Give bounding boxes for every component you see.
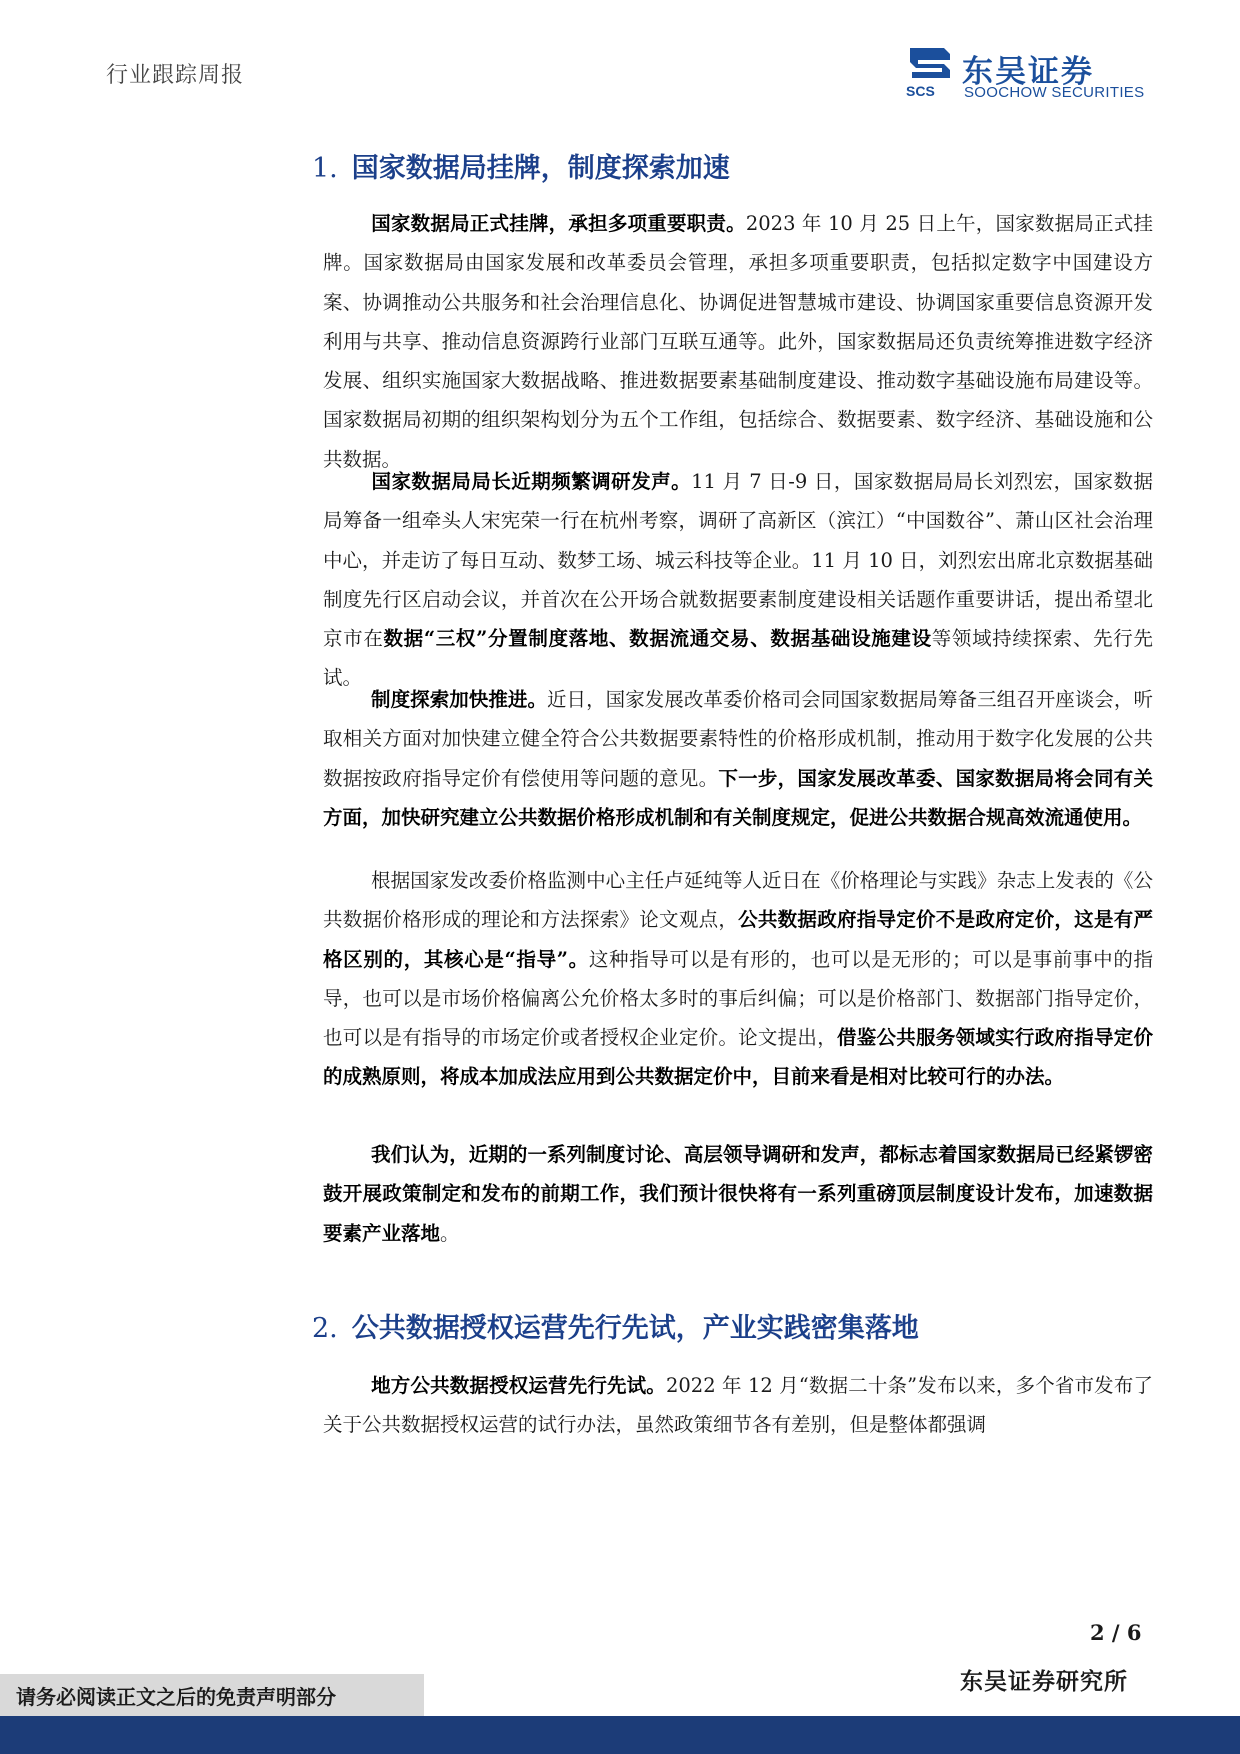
header-label: 行业跟踪周报	[106, 63, 245, 88]
body-text: 根据国家发改委价格监测中心主任卢延纯等人近日在《价格理论与实践》杂志上发表的《公共数据价格形成的理论和方法探索》论文观点，	[323, 869, 1153, 932]
section-2-heading	[312, 1306, 1152, 1345]
soochow-logo-icon	[904, 44, 956, 100]
disclaimer-text: 请务必阅读正文之后的免责声明部分	[16, 1685, 336, 1709]
paragraph	[323, 462, 1153, 698]
section-2-number: 2.	[312, 1313, 338, 1344]
section-1-title: 国家数据局挂牌，制度探索加速	[351, 153, 730, 184]
company-logo	[904, 44, 1154, 104]
bold-text: 下一步，国家发展改革委、国家数据局将会同有关方面，加快研究建立公共数据价格形成机制和有关制度规定，促进公共数据合规高效流通使用。	[323, 766, 1153, 829]
bold-text: 制度探索加快推进。	[371, 688, 547, 711]
section-2-title: 公共数据授权运营先行先试，产业实践密集落地	[351, 1313, 919, 1344]
paragraph	[323, 204, 1153, 479]
paragraph	[323, 680, 1153, 837]
body-text: 等领域持续探索、先行先试。	[323, 627, 1153, 690]
paragraph	[323, 1135, 1153, 1253]
footer-band	[0, 1716, 1240, 1754]
bold-text: 地方公共数据授权运营先行先试。	[371, 1374, 666, 1397]
bold-text: 国家数据局局长近期频繁调研发声。	[371, 470, 692, 493]
body-text: 。	[440, 1221, 460, 1245]
logo-text-cn: 东吴证券	[962, 54, 1094, 90]
body-text: 11 月 7 日-9 日，国家数据局局长刘烈宏，国家数据局筹备一组牵头人宋宪荣一行在杭州考察，调研了高新区（滨江）“中国数谷”、萧山区社会治理中心，并走访了每日互动、数梦工场、城云科技等企业。11 月 10 日，刘烈宏出席北京数据基础制度先行区启动会议，并首次在公开场合就数据要素制度建设相关话题作重要讲话，提出希望北京市在	[323, 470, 1153, 651]
paragraph	[323, 861, 1153, 1097]
institute-name: 东吴证券研究所	[960, 1668, 1128, 1695]
body-text: 2022 年 12 月“数据二十条”发布以来，多个省市发布了关于公共数据授权运营的试行办法，虽然政策细节各有差别，但是整体都强调	[323, 1374, 1153, 1437]
bold-text: 我们认为，近期的一系列制度讨论、高层领导调研和发声，都标志着国家数据局已经紧锣密鼓开展政策制定和发布的前期工作，我们预计很快将有一系列重磅顶层制度设计发布，加速数据要素产业落地	[323, 1143, 1153, 1245]
page-number: 2 / 6	[1090, 1620, 1142, 1645]
bold-text: 数据“三权”分置制度落地、数据流通交易、数据基础设施建设	[383, 627, 932, 651]
bold-text: 国家数据局正式挂牌，承担多项重要职责。	[371, 212, 746, 235]
body-text: 2023 年 10 月 25 日上午，国家数据局正式挂牌。国家数据局由国家发展和改革委员会管理，承担多项重要职责，包括拟定数字中国建设方案、协调推动公共服务和社会治理信息化、协调促进智慧城市建设、协调国家重要信息资源开发利用与共享、推动信息资源跨行业部门互联互通等。此外，国家数据局还负责统筹推进数字经济发展、组织实施国家大数据战略、推进数据要素基础制度建设、推动数字基础设施布局建设等。国家数据局初期的组织架构划分为五个工作组，包括综合、数据要素、数字经济、基础设施和公共数据。	[323, 212, 1153, 471]
disclaimer-banner	[0, 1674, 424, 1716]
bold-text: 借鉴公共服务领域实行政府指导定价的成熟原则，将成本加成法应用到公共数据定价中，目前来看是相对比较可行的办法。	[323, 1026, 1153, 1089]
bold-text: 公共数据政府指导定价不是政府定价，这是有严格区别的，其核心是“指导”。	[323, 908, 1153, 971]
section-1-number: 1.	[312, 153, 338, 184]
section-1-heading	[312, 146, 1152, 185]
paragraph	[323, 1366, 1153, 1445]
body-text: 这种指导可以是有形的，也可以是无形的；可以是事前事中的指导，也可以是市场价格偏离公允价格太多时的事后纠偏；可以是价格部门、数据部门指导定价，也可以是有指导的市场定价或者授权企业定价。论文提出，	[323, 947, 1153, 1050]
logo-mark-text: SCS	[906, 83, 935, 99]
body-text: 近日，国家发展改革委价格司会同国家数据局筹备三组召开座谈会，听取相关方面对加快建立健全符合公共数据要素特性的价格形成机制，推动用于数字化发展的公共数据按政府指导定价有偿使用等问题的意见。	[323, 688, 1153, 790]
logo-text-en: SOOCHOW SECURITIES	[964, 84, 1145, 101]
